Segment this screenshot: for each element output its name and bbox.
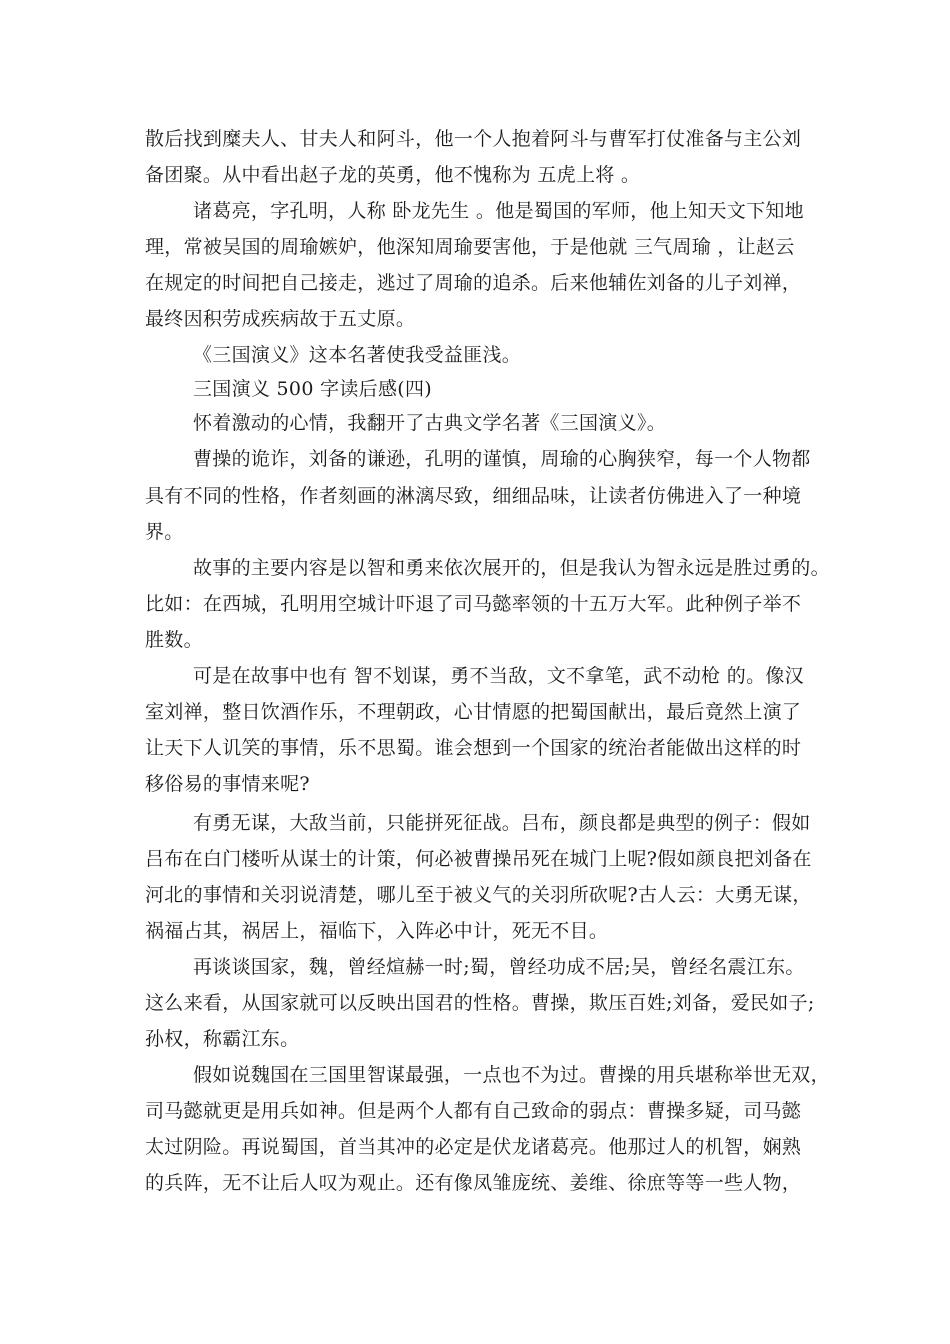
- text-line: 孙权，称霸江东。: [145, 1028, 300, 1050]
- text-line: 吕布在白门楼听从谋士的计策，何必被曹操吊死在城门上呢?假如颜良把刘备在: [145, 848, 812, 870]
- text-line: 移俗易的事情来呢?: [145, 773, 310, 795]
- text-line: 可是在故事中也有 智不划谋，勇不当敌，文不拿笔，武不动枪 的。像汉: [193, 665, 804, 687]
- text-line: 备团聚。从中看出赵子龙的英勇，他不愧称为 五虎上将 。: [145, 164, 641, 186]
- text-line: 再谈谈国家，魏，曾经煊赫一时;蜀，曾经功成不居;吴，曾经名震江东。: [193, 956, 805, 978]
- text-line: 散后找到糜夫人、甘夫人和阿斗，他一个人抱着阿斗与曹军打仗准备与主公刘: [145, 128, 802, 150]
- text-line: 的兵阵，无不让后人叹为观止。还有像凤雏庞统、姜维、徐庶等等一些人物，: [145, 1172, 802, 1194]
- text-line: 怀着激动的心情，我翻开了古典文学名著《三国演义》。: [193, 412, 667, 434]
- text-line: 室刘禅，整日饮酒作乐，不理朝政，心甘情愿的把蜀国献出，最后竟然上演了: [145, 701, 802, 723]
- text-line: 有勇无谋，大敌当前，只能拼死征战。吕布，颜良都是典型的例子：假如: [193, 812, 811, 834]
- text-line: 让天下人讥笑的事情，乐不思蜀。谁会想到一个国家的统治者能做出这样的时: [145, 737, 802, 759]
- text-line: 故事的主要内容是以智和勇来依次展开的，但是我认为智永远是胜过勇的。: [193, 557, 830, 579]
- text-line: 在规定的时间把自己接走，逃过了周瑜的追杀。后来他辅佐刘备的儿子刘禅，: [145, 272, 802, 294]
- text-line: 司马懿就更是用兵如神。但是两个人都有自己致命的弱点：曹操多疑，司马懿: [145, 1100, 802, 1122]
- text-line: 曹操的诡诈，刘备的谦逊，孔明的谨慎，周瑜的心胸狭窄，每一个人物都: [193, 448, 811, 470]
- text-line: 界。: [145, 521, 184, 543]
- section-heading: 三国演义 500 字读后感(四): [193, 378, 432, 400]
- text-line: 最终因积劳成疾病故于五丈原。: [145, 308, 416, 330]
- text-line: 这么来看，从国家就可以反映出国君的性格。曹操，欺压百姓;刘备，爱民如子;: [145, 992, 815, 1014]
- text-line: 河北的事情和关羽说清楚，哪儿至于被义气的关羽所砍呢?古人云：大勇无谋，: [145, 884, 812, 906]
- text-line: 胜数。: [145, 629, 203, 651]
- text-line: 太过阴险。再说蜀国，首当其冲的必定是伏龙诸葛亮。他那过人的机智，娴熟: [145, 1136, 802, 1158]
- text-line: 诸葛亮，字孔明，人称 卧龙先生 。他是蜀国的军师，他上知天文下知地: [193, 200, 804, 222]
- text-line: 具有不同的性格，作者刻画的淋漓尽致，细细品味，让读者仿佛进入了一种境: [145, 485, 802, 507]
- text-line: 假如说魏国在三国里智谋最强，一点也不为过。曹操的用兵堪称举世无双，: [193, 1064, 830, 1086]
- text-line: 《三国演义》这本名著使我受益匪浅。: [193, 344, 522, 366]
- text-line: 比如：在西城，孔明用空城计吓退了司马懿率领的十五万大军。此种例子举不: [145, 593, 802, 615]
- text-line: 祸福占其，祸居上，福临下，入阵必中计，死无不目。: [145, 920, 609, 942]
- text-line: 理，常被吴国的周瑜嫉妒，他深知周瑜要害他，于是他就 三气周瑜 ，让赵云: [145, 236, 795, 258]
